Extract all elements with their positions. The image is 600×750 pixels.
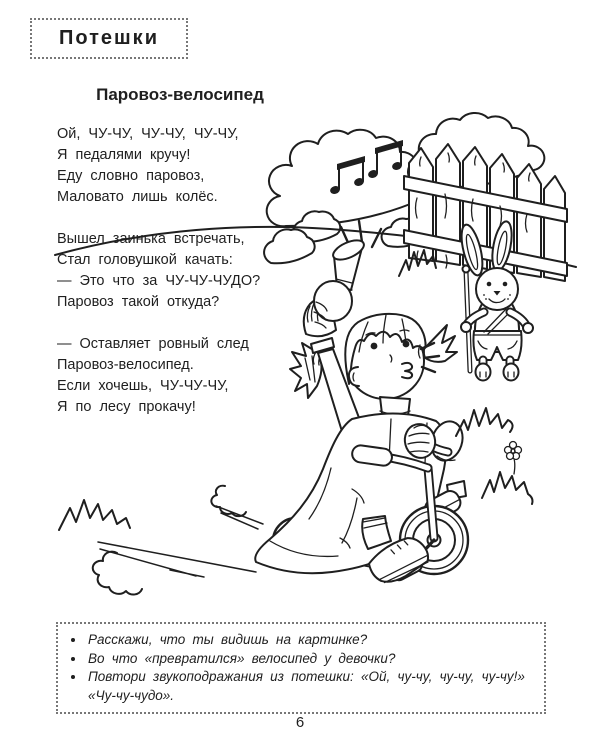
questions-list xyxy=(66,631,532,705)
question-item: • Во что «превратился» велосипед у девочки? xyxy=(86,650,532,669)
flower-icon xyxy=(505,442,522,475)
poem-line: — Оставляет ровный след xyxy=(57,336,249,352)
poem-line: Вышел заинька встречать, xyxy=(57,231,245,247)
poem-line: Паровоз такой откуда? xyxy=(57,294,220,310)
poem-stanza xyxy=(57,334,327,418)
question-item: • Расскажи, что ты видишь на картинке? xyxy=(86,631,532,650)
poem-line: — Это что за ЧУ-ЧУ-ЧУДО? xyxy=(57,273,261,289)
poem-line: Ой, ЧУ-ЧУ, ЧУ-ЧУ, ЧУ-ЧУ, xyxy=(57,126,239,142)
poem-line: Стал головушкой качать: xyxy=(57,252,233,268)
poem-stanza xyxy=(57,124,327,208)
poem-line: Маловато лишь колёс. xyxy=(57,189,218,205)
page-title: Паровоз-велосипед xyxy=(96,85,264,104)
poem-line: Я по лесу прокачу! xyxy=(57,399,196,415)
poem-stanza xyxy=(57,229,327,313)
questions-box xyxy=(56,622,546,714)
section-badge: Потешки xyxy=(30,18,188,59)
poem xyxy=(57,124,327,439)
poem-line: Паровоз-велосипед. xyxy=(57,357,194,373)
poem-line: Я педалями кручу! xyxy=(57,147,191,163)
page-number: 6 xyxy=(295,714,305,731)
question-item: • Повтори звукоподражания из потешки: «Ой, чу-чу, чу-чу, чу-чу!» «Чу-чу-чудо». xyxy=(86,668,532,705)
poem-line: Еду словно паровоз, xyxy=(57,168,205,184)
poem-line: Если хочешь, ЧУ-ЧУ-ЧУ, xyxy=(57,378,229,394)
